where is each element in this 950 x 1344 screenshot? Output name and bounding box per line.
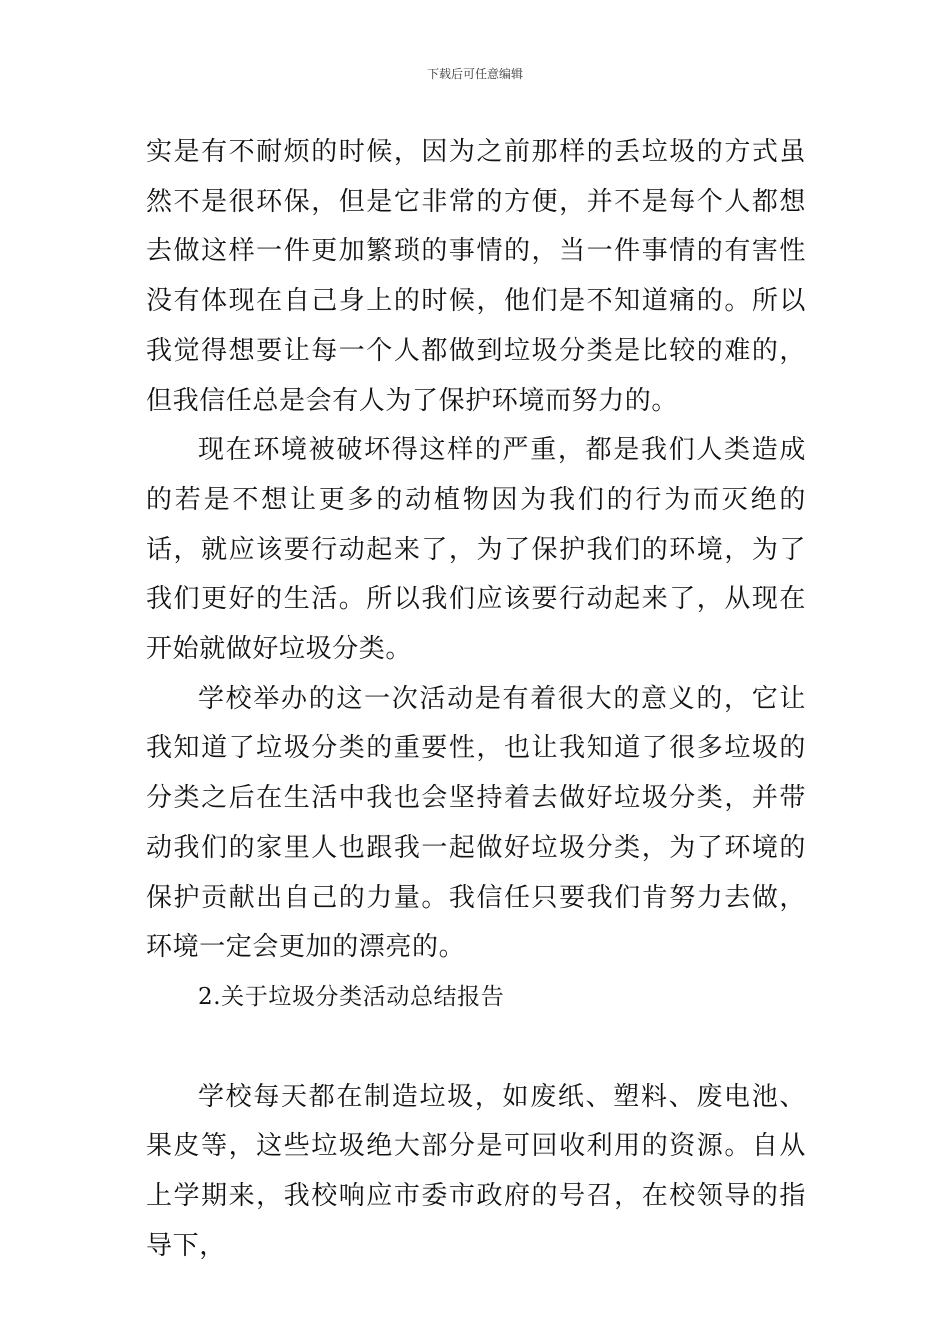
section-heading: 2.关于垃圾分类活动总结报告 — [198, 983, 505, 1010]
paragraph-1: 实是有不耐烦的时候，因为之前那样的丢垃圾的方式虽然不是很环保，但是它非常的方便，并不是每个人都想去做这样一件更加繁琐的事情的，当一件事情的有害性没有体现在自己身上的时候，他们是不知道痛的。所以我觉得想要让每一个人都做到垃圾分类是比较的难的，但我信任总是会有人为了保护环境而努力的。 — [146, 137, 806, 416]
section-gap — [146, 1023, 806, 1073]
page-header: 下载后可任意编辑 — [426, 67, 523, 81]
paragraph-3: 学校举办的这一次活动是有着很大的意义的，它让我知道了垃圾分类的重要性，也让我知道了很多垃圾的分类之后在生活中我也会坚持着去做好垃圾分类，并带动我们的家里人也跟我一起做好垃圾分类，为了环境的保护贡献出自己的力量。我信任只要我们肯努力去做，环境一定会更加的漂亮的。 — [146, 683, 806, 963]
paragraph-4: 学校每天都在制造垃圾，如废纸、塑料、废电池、果皮等，这些垃圾绝大部分是可回收利用的资源。自从上学期来，我校响应市委市政府的号召，在校领导的指导下， — [146, 1081, 806, 1261]
paragraph-2: 现在环境被破坏得这样的严重，都是我们人类造成的若是不想让更多的动植物因为我们的行为而灭绝的话，就应该要行动起来了，为了保护我们的环境，为了我们更好的生活。所以我们应该要行动起来了，从现在开始就做好垃圾分类。 — [146, 435, 806, 665]
document-body — [146, 128, 806, 1271]
